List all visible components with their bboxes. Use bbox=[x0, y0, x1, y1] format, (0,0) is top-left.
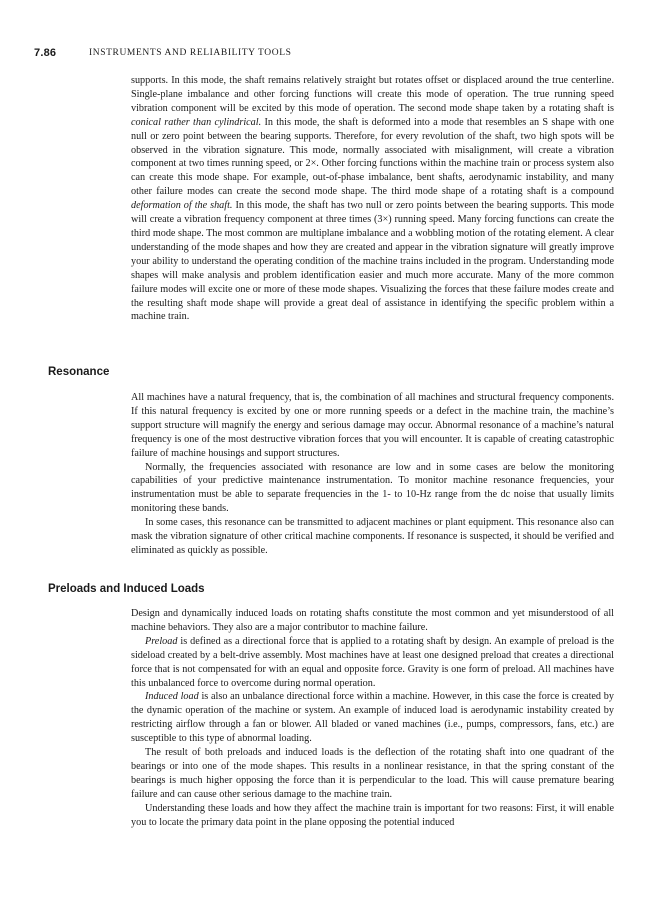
paragraph: Design and dynamically induced loads on rotating shafts constitute the most common and yet misunderstood of all machine behaviors. They also are a major contributor to machine failure. bbox=[131, 608, 614, 633]
paragraph: Preload is defined as a directional force that is applied to a rotating shaft by design. An example of preload is the sideload created by a belt-drive assembly. Most machines have at least one designed preload that creates a directional force that is not compensated for with an equal and opposite force. Gravity is one form of preload. All machines have this unbalanced force to overcome during normal operation. bbox=[131, 635, 614, 689]
paragraph: supports. In this mode, the shaft remains relatively straight but rotates offset or displaced around the true centerline. Single-plane imbalance and other forcing functions will create this mode of operation. The true running speed vibration component will be excited by this mode of operation. The second mode shape taken by a rotating shaft is conical rather than cylindrical. In this mode, the shaft is deformed into a mode that resembles an S shape with one null or zero point between the bearing supports. Therefore, for every revolution of the shaft, two high spots will be observed in the vibration signature. This mode, normally associated with misalignment, will create a vibration component at two times running speed, or 2×. Other forcing functions within the machine train or process system also can create this mode shape. For example, out-of-phase imbalance, bent shafts, aerodynamic instability, and many other failure modes can create the second mode shape. The third mode shape of a rotating shaft is a compound deformation of the shaft. In this mode, the shaft has two null or zero points between the bearing supports. This mode will create a vibration frequency component at three times (3×) running speed. Many forcing functions can create the third mode shape. The most common are multiplane imbalance and a wobbling motion of the rotating element. A clear understanding of the mode shapes and how they are created and appear in the vibration signature will greatly improve your ability to understand the operating condition of the machine trains included in the program. Understanding mode shapes will make analysis and problem identification easier and much more accurate. Many of the more common failure modes will excite one or more of these mode shapes. Visualizing the forces that these failure modes create and the resulting shaft mode shape will provide a great deal of assistance in identifying the specific problem within a machine train. bbox=[131, 75, 614, 323]
running-title: INSTRUMENTS AND RELIABILITY TOOLS bbox=[89, 48, 292, 58]
mode-shapes-text bbox=[131, 74, 614, 324]
paragraph: Induced load is also an unbalance directional force within a machine. However, in this case the force is created by the dynamic operation of the machine or system. An example of induced load is aerodynamic instability created by restricting airflow through a fan or blower. All bladed or vaned machines (i.e., pumps, compressors, fans, etc.) are susceptible to this type of abnormal loading. bbox=[131, 691, 614, 745]
emphasis: Induced load bbox=[145, 691, 199, 703]
running-header bbox=[34, 47, 628, 61]
paragraph: Normally, the frequencies associated with resonance are low and in some cases are below the monitoring capabilities of your predictive maintenance instrumentation. To monitor machine resonance frequencies, your instrumentation must be able to separate frequencies in the 1- to 10-Hz range from the dc noise that usually limits monitoring these bands. bbox=[131, 461, 614, 515]
emphasis: Preload bbox=[145, 635, 178, 647]
resonance-text bbox=[131, 391, 614, 558]
paragraph: In some cases, this resonance can be transmitted to adjacent machines or plant equipment. This resonance also can mask the vibration signature of other critical machine components. If resonance is suspected, it should be verified and eliminated as quickly as possible. bbox=[131, 517, 614, 556]
paragraph: Understanding these loads and how they affect the machine train is important for two reasons: First, it will enable you to locate the primary data point in the plane opposing the potential induced bbox=[131, 802, 614, 828]
paragraph: All machines have a natural frequency, that is, the combination of all machines and structural frequency components. If this natural frequency is excited by one or more running speeds or a defect in the machine train, the machine’s support structure will magnify the energy and serious damage may occur. Abnormal resonance of a machine’s natural frequency is one of the most destructive vibration forces that you will encounter. It is capable of creating catastrophic failure of machine housings and support structures. bbox=[131, 392, 614, 459]
page-number: 7.86 bbox=[34, 47, 57, 59]
emphasis: conical rather than cylindrical. bbox=[131, 116, 262, 128]
preloads-text bbox=[131, 607, 614, 830]
section-heading-preloads: Preloads and Induced Loads bbox=[48, 583, 205, 595]
paragraph: The result of both preloads and induced loads is the deflection of the rotating shaft into one quadrant of the bearings or into one of the mode shapes. This results in a nonlinear resistance, in that the spring constant of the bearings is much higher opposing the force than it is perpendicular to the load. This will cause premature bearing failure and can cause other serious damage to the machine train. bbox=[131, 747, 614, 800]
emphasis: deformation of the shaft. bbox=[131, 200, 233, 212]
section-heading-resonance: Resonance bbox=[48, 366, 110, 378]
